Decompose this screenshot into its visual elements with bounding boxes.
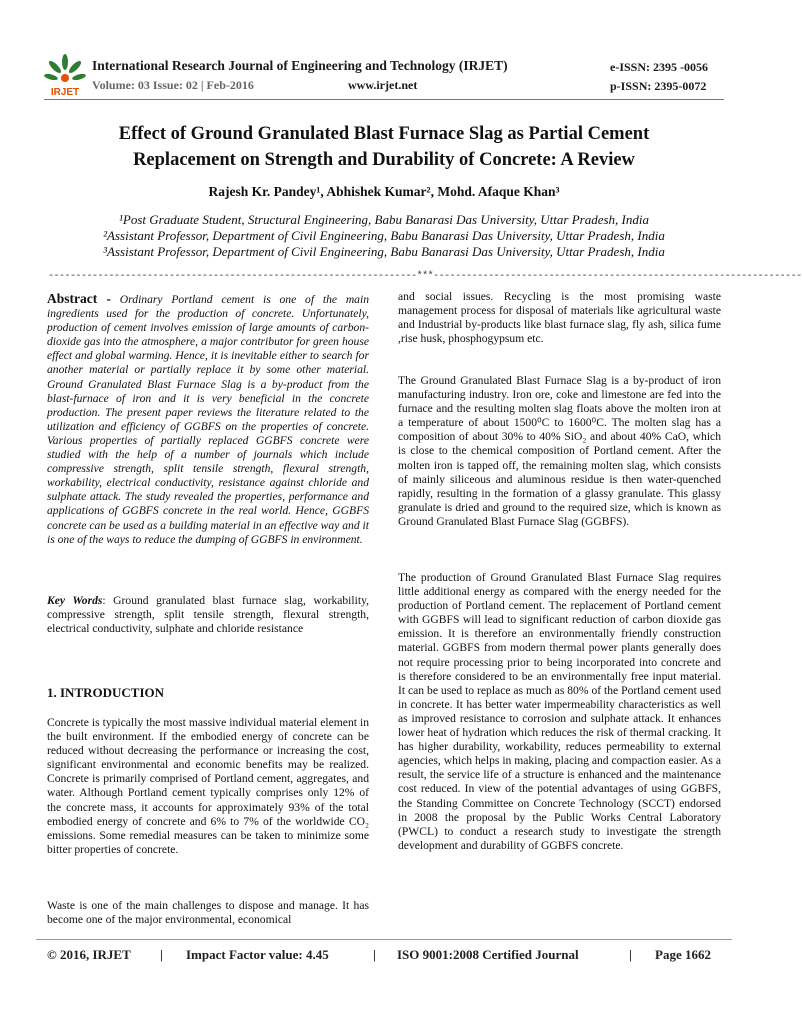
- footer-page-number: Page 1662: [655, 947, 711, 962]
- footer-iso: ISO 9001:2008 Certified Journal: [397, 947, 579, 962]
- section-heading-introduction: 1. INTRODUCTION: [47, 685, 165, 700]
- journal-name: International Research Journal of Engineering and Technology (IRJET): [92, 58, 508, 73]
- footer-divider: |: [373, 947, 376, 962]
- footer-impact-factor: Impact Factor value: 4.45: [186, 947, 329, 962]
- irjet-logo: [44, 52, 86, 98]
- intro-paragraph-4: The Ground Granulated Blast Furnace Slag is a by-product of iron manufacturing industry. Iron ore, coke and limestone are fed into the furnace and the resulting molten slag floats above the molten iron at a temperature of about 1500⁰C to 1600⁰C. The molten slag has a composition of about 30% to 40% SiO₂ and about 40% CaO, which is close to the chemical composition of Portland cement. After the molten iron is tapped off, the remaining molten slag, which consists of mainly siliceous and aluminous residue is then water-quenched rapidly, resulting in the formation of a glassy granulate. This glassy granulate is dried and ground to the required size, which is known as Ground Granulated Blast Furnace Slag (GGBFS).: [398, 374, 721, 528]
- title-line-2: Replacement on Strength and Durability of Concrete: A Review: [133, 150, 635, 170]
- p-issn: p-ISSN: 2395-0072: [610, 79, 707, 93]
- abstract: [47, 292, 369, 547]
- footer-divider: |: [629, 947, 632, 962]
- affiliation-2: ²Assistant Professor, Department of Civil Engineering, Babu Banarasi Das University, Uttar Pradesh, India: [103, 228, 665, 243]
- intro-paragraph-1: Concrete is typically the most massive individual material element in the built environment. If the embodied energy of concrete can be reduced without decreasing the performance or increasing the cost, significant environmental and economic benefits may be realized. Concrete is primarily comprised of Portland cement, aggregates, and water. Although Portland cement typically comprises only 12% of the concrete mass, it accounts for approximately 93% of the total embodied energy of concrete and 6% to 7% of the worldwide CO₂ emissions. Some remedial measures can be taken to minimize some bitter properties of concrete.: [47, 716, 369, 856]
- header-rule: [44, 99, 724, 100]
- footer-copyright: © 2016, IRJET: [47, 947, 131, 962]
- paper-title: [40, 121, 728, 173]
- intro-paragraph-3: and social issues. Recycling is the most promising waste management process for disposal of materials like agricultural waste and Industrial by-products like blast furnace slag, fly ash, silica fume ,rise husk, phosphogypsum etc.: [398, 290, 721, 346]
- footer-rule: [36, 939, 732, 940]
- svg-text:IRJET: IRJET: [50, 87, 80, 98]
- e-issn: e-ISSN: 2395 -0056: [610, 60, 708, 74]
- abstract-label: Abstract -: [47, 291, 112, 306]
- keywords: [47, 594, 369, 636]
- journal-website[interactable]: www.irjet.net: [348, 78, 418, 92]
- volume-issue: Volume: 03 Issue: 02 | Feb-2016: [92, 78, 254, 92]
- authors: Rajesh Kr. Pandey¹, Abhishek Kumar², Mohd. Afaque Khan³: [208, 184, 560, 199]
- keywords-text: : Ground granulated blast furnace slag, workability, compressive strength, split tensile strength, flexural strength, electrical conductivity, sulphate and chloride resistance: [47, 594, 370, 636]
- footer-divider: |: [160, 947, 163, 962]
- keywords-label: Key Words: [47, 594, 103, 607]
- affiliation-1: ¹Post Graduate Student, Structural Engineering, Babu Banarasi Das University, Uttar Pradesh, India: [118, 212, 649, 227]
- separator: -------------------------------------------------------------------***-------------------------------------------------------------------: [48, 271, 802, 282]
- affiliation-3: ³Assistant Professor, Department of Civil Engineering, Babu Banarasi Das University, Uttar Pradesh, India: [103, 244, 665, 259]
- abstract-text: Ordinary Portland cement is one of the main ingredients used for the production of concrete. Unfortunately, production of cement involves emission of large amounts of carbon-dioxide gas into the atmosphere, a major contributor for green house effect and global warming. Hence, it is inevitable either to search for another material or partially replace it by some other material. Ground Granulated Blast Furnace Slag is a by-product from the blast-furnace of iron and it is very beneficial in the concrete production. The present paper reviews the literature related to the utilization and efficiency of GGBFS on the properties of concrete. Various properties of partially replaced GGBFS concrete were studied with the help of a number of journals which include compressive strength, split tensile strength, flexural strength, workability, electrical conductivity, resistance against chloride and sulphate attack. The study revealed the properties, performance and applications of GGBFS concrete in the real world. Hence, GGBFS concrete can be used as a building material in an effective way and it is one of the ways to reduce the dumping of GGBFS in environment.: [47, 293, 370, 546]
- title-line-1: Effect of Ground Granulated Blast Furnace Slag as Partial Cement: [118, 124, 650, 144]
- intro-paragraph-5: The production of Ground Granulated Blast Furnace Slag requires little additional energy as compared with the energy needed for the production of Portland cement. The replacement of Portland cement with GGBFS will lead to significant reduction of carbon dioxide gas emission. It is therefore an environmentally friendly construction material. GGBFS from modern thermal power plants generally does not require processing prior to being incorporated into concrete and is therefore considered to be an environmentally free input material. It can be used to replace as much as 80% of the Portland cement used in concrete. It has better water impermeability characteristics as well as improved resistance to corrosion and sulphate attack. It enhances lower heat of hydration which reduces the risk of thermal cracking. It has higher durability, workability, reduces permeability to external agencies, which helps in making, placing and compaction easier. As a result, the service life of a structure is enhanced and the maintenance cost reduced. In view of the potential advantages of using GGBFS, the Standing Committee on Concrete Technology (SCCT) endorsed in 2008 the proposal by the Public Works Central Laboratory (PWCL) to conduct a research study to investigate the strength development and durability of GGBFS concrete.: [398, 571, 721, 852]
- intro-paragraph-2: Waste is one of the main challenges to dispose and manage. It has become one of the major environmental, economical: [47, 899, 369, 927]
